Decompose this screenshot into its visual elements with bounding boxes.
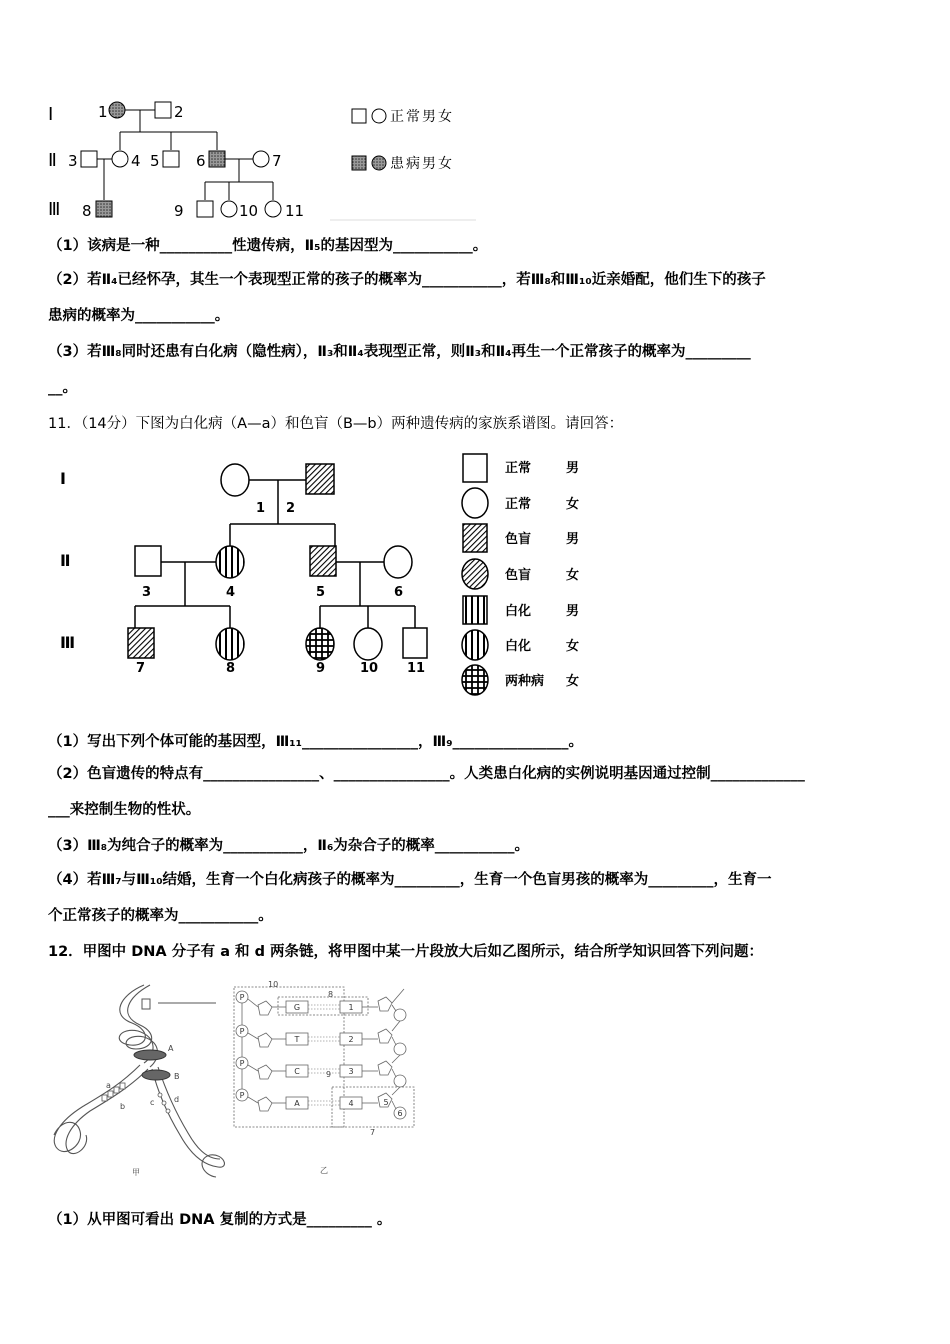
gen2-label-II: Ⅱ bbox=[60, 551, 71, 570]
q11-individual-II4 bbox=[216, 546, 244, 578]
q11-label-9: 9 bbox=[316, 661, 326, 676]
legend2-text-0: 正常 bbox=[505, 461, 532, 476]
individual-I1 bbox=[109, 102, 125, 118]
gen2-label-I: Ⅰ bbox=[60, 469, 66, 488]
q11-part4-line2: 个正常孩子的概率为___________。 bbox=[48, 908, 273, 924]
enzyme-B bbox=[142, 1070, 170, 1080]
jia-label-d: d bbox=[174, 1095, 180, 1104]
legend2-sex-6: 女 bbox=[566, 674, 580, 689]
individual-II3 bbox=[81, 151, 97, 167]
legend-affected-female bbox=[372, 156, 386, 170]
individual-label-6: 6 bbox=[196, 152, 206, 170]
individual-II6 bbox=[209, 151, 225, 167]
yi-number-3: 3 bbox=[348, 1067, 354, 1076]
legend2-text-5: 白化 bbox=[505, 639, 532, 654]
individual-label-8: 8 bbox=[82, 202, 92, 220]
individual-label-5: 5 bbox=[150, 152, 160, 170]
individual-I2 bbox=[155, 102, 171, 118]
jia-label-B: B bbox=[174, 1072, 180, 1081]
yi-number-2: 2 bbox=[348, 1035, 354, 1044]
q10-part2-line1: （2）若Ⅱ₄已经怀孕，其生一个表现型正常的孩子的概率为___________，若Ⅲ₈和Ⅲ₁₀近亲婚配，他们生下的孩子 bbox=[48, 272, 766, 288]
individual-label-10: 10 bbox=[239, 202, 259, 220]
q11-label-1: 1 bbox=[256, 501, 266, 516]
gen2-label-III: Ⅲ bbox=[60, 633, 76, 652]
legend2-both-female bbox=[462, 665, 488, 695]
pedigree-figure-2 bbox=[50, 446, 610, 706]
individual-III8 bbox=[96, 201, 112, 217]
individual-III11 bbox=[265, 201, 281, 217]
q11-individual-III7 bbox=[128, 628, 154, 658]
legend2-sex-5: 女 bbox=[566, 639, 580, 654]
individual-label-1: 1 bbox=[98, 103, 108, 121]
q11-part3: （3）Ⅲ₈为纯合子的概率为___________，Ⅱ₆为杂合子的概率___________。 bbox=[48, 838, 530, 854]
individual-label-2: 2 bbox=[174, 103, 184, 121]
jia-label-A: A bbox=[168, 1044, 174, 1053]
q11-label-2: 2 bbox=[286, 501, 296, 516]
yi-number-8: 8 bbox=[328, 990, 334, 999]
individual-label-3: 3 bbox=[68, 152, 78, 170]
yi-number-9: 9 bbox=[326, 1070, 332, 1079]
legend-affected-label: 患病男女 bbox=[390, 156, 454, 172]
yi-number-4: 4 bbox=[348, 1099, 354, 1108]
generation-label-III: Ⅲ bbox=[48, 199, 61, 220]
individual-II5 bbox=[163, 151, 179, 167]
pedigree-figure-1 bbox=[40, 92, 490, 227]
legend2-sex-2: 男 bbox=[566, 532, 580, 547]
q11-part2-line2: ___来控制生物的性状。 bbox=[48, 802, 201, 818]
q10-part3-line1: （3）若Ⅲ₈同时还患有白化病（隐性病），Ⅱ₃和Ⅱ₄表现型正常，则Ⅱ₃和Ⅱ₄再生一个正常孩子的概率为_________ bbox=[48, 344, 751, 360]
legend2-albino-male bbox=[463, 596, 487, 624]
legend-normal-male bbox=[352, 109, 366, 123]
q10-part3-line2: __。 bbox=[48, 380, 77, 396]
legend2-normal-female bbox=[462, 488, 488, 518]
legend2-text-4: 白化 bbox=[505, 604, 532, 619]
individual-II7 bbox=[253, 151, 269, 167]
legend2-text-6: 两种病 bbox=[505, 674, 545, 689]
base-C: C bbox=[294, 1067, 300, 1076]
q11-label-6: 6 bbox=[394, 585, 404, 600]
legend2-normal-male bbox=[463, 454, 487, 482]
q11-part2-line1: （2）色盲遗传的特点有________________、________________。人类患白化病的实例说明基因通过控制_____________ bbox=[48, 766, 805, 782]
legend2-sex-4: 男 bbox=[566, 604, 580, 619]
legend2-sex-3: 女 bbox=[566, 568, 580, 583]
q11-individual-III10 bbox=[354, 628, 382, 660]
yi-caption: 乙 bbox=[320, 1166, 328, 1175]
enzyme-A bbox=[134, 1050, 166, 1060]
base-A: A bbox=[294, 1099, 300, 1108]
phosphate-label-3: P bbox=[239, 1059, 245, 1068]
individual-II4 bbox=[112, 151, 128, 167]
legend2-sex-0: 男 bbox=[566, 461, 580, 476]
q11-individual-II5 bbox=[310, 546, 336, 576]
q10-part2-line2: 患病的概率为___________。 bbox=[48, 308, 230, 324]
dna-replication-figure-jia bbox=[40, 975, 230, 1185]
q11-label-8: 8 bbox=[226, 661, 236, 676]
legend2-albino-female bbox=[462, 630, 488, 660]
q11-individual-III8 bbox=[216, 628, 244, 660]
q12-title: 12．甲图中 DNA 分子有 a 和 d 两条链，将甲图中某一片段放大后如乙图所示，结合所学知识回答下列问题： bbox=[48, 944, 764, 960]
legend-affected-male bbox=[352, 156, 366, 170]
q10-part1: （1）该病是一种__________性遗传病，Ⅱ₅的基因型为___________。 bbox=[48, 238, 488, 254]
q11-label-11: 11 bbox=[407, 661, 426, 676]
legend2-colorblind-female bbox=[462, 559, 488, 589]
legend2-colorblind-male bbox=[463, 524, 487, 552]
yi-number-7: 7 bbox=[370, 1128, 376, 1137]
q11-label-3: 3 bbox=[142, 585, 152, 600]
q11-individual-III9 bbox=[306, 628, 334, 660]
legend2-text-1: 正常 bbox=[505, 497, 532, 512]
jia-caption: 甲 bbox=[132, 1168, 140, 1177]
generation-label-II: Ⅱ bbox=[48, 150, 57, 171]
individual-label-7: 7 bbox=[272, 152, 282, 170]
q11-label-4: 4 bbox=[226, 585, 236, 600]
yi-number-10: 10 bbox=[268, 980, 279, 989]
base-G: G bbox=[293, 1003, 301, 1012]
legend-normal-label: 正常男女 bbox=[390, 109, 454, 125]
q11-part4-line1: （4）若Ⅲ₇与Ⅲ₁₀结婚，生育一个白化病孩子的概率为_________，生育一个色盲男孩的概率为_________，生育一 bbox=[48, 872, 772, 888]
q11-individual-I1 bbox=[221, 464, 249, 496]
dna-structure-figure-yi bbox=[228, 975, 428, 1185]
individual-label-9: 9 bbox=[174, 202, 184, 220]
yi-number-5: 5 bbox=[383, 1098, 389, 1107]
individual-label-4: 4 bbox=[131, 152, 141, 170]
q11-individual-II3 bbox=[135, 546, 161, 576]
individual-III9 bbox=[197, 201, 213, 217]
legend2-text-2: 色盲 bbox=[505, 532, 532, 547]
phosphate-label-2: P bbox=[239, 1027, 245, 1036]
legend-normal-female bbox=[372, 109, 386, 123]
q11-label-5: 5 bbox=[316, 585, 326, 600]
jia-label-a: a bbox=[106, 1081, 111, 1090]
q11-label-7: 7 bbox=[136, 661, 146, 676]
phosphate-label-4: P bbox=[239, 1091, 245, 1100]
yi-number-1: 1 bbox=[348, 1003, 354, 1012]
yi-number-6: 6 bbox=[397, 1109, 403, 1118]
q11-part1: （1）写出下列个体可能的基因型，Ⅲ₁₁________________，Ⅲ₉________________。 bbox=[48, 734, 584, 750]
generation-label-I: Ⅰ bbox=[48, 104, 54, 125]
q11-individual-II6 bbox=[384, 546, 412, 578]
q11-individual-III11 bbox=[403, 628, 427, 658]
q11-label-10: 10 bbox=[360, 661, 379, 676]
legend2-text-3: 色盲 bbox=[505, 568, 532, 583]
legend2-sex-1: 女 bbox=[566, 497, 580, 512]
q12-part1: （1）从甲图可看出 DNA 复制的方式是_________ 。 bbox=[48, 1212, 392, 1228]
base-T: T bbox=[294, 1035, 300, 1044]
individual-III10 bbox=[221, 201, 237, 217]
q11-title: 11．（14分）下图为白化病（A—a）和色盲（B—b）两种遗传病的家族系谱图。请回答： bbox=[48, 416, 624, 432]
q11-individual-I2 bbox=[306, 464, 334, 494]
jia-label-c: c bbox=[150, 1098, 155, 1107]
phosphate-label-1: P bbox=[239, 993, 245, 1002]
individual-label-11: 11 bbox=[285, 202, 305, 220]
jia-label-b: b bbox=[120, 1102, 126, 1111]
